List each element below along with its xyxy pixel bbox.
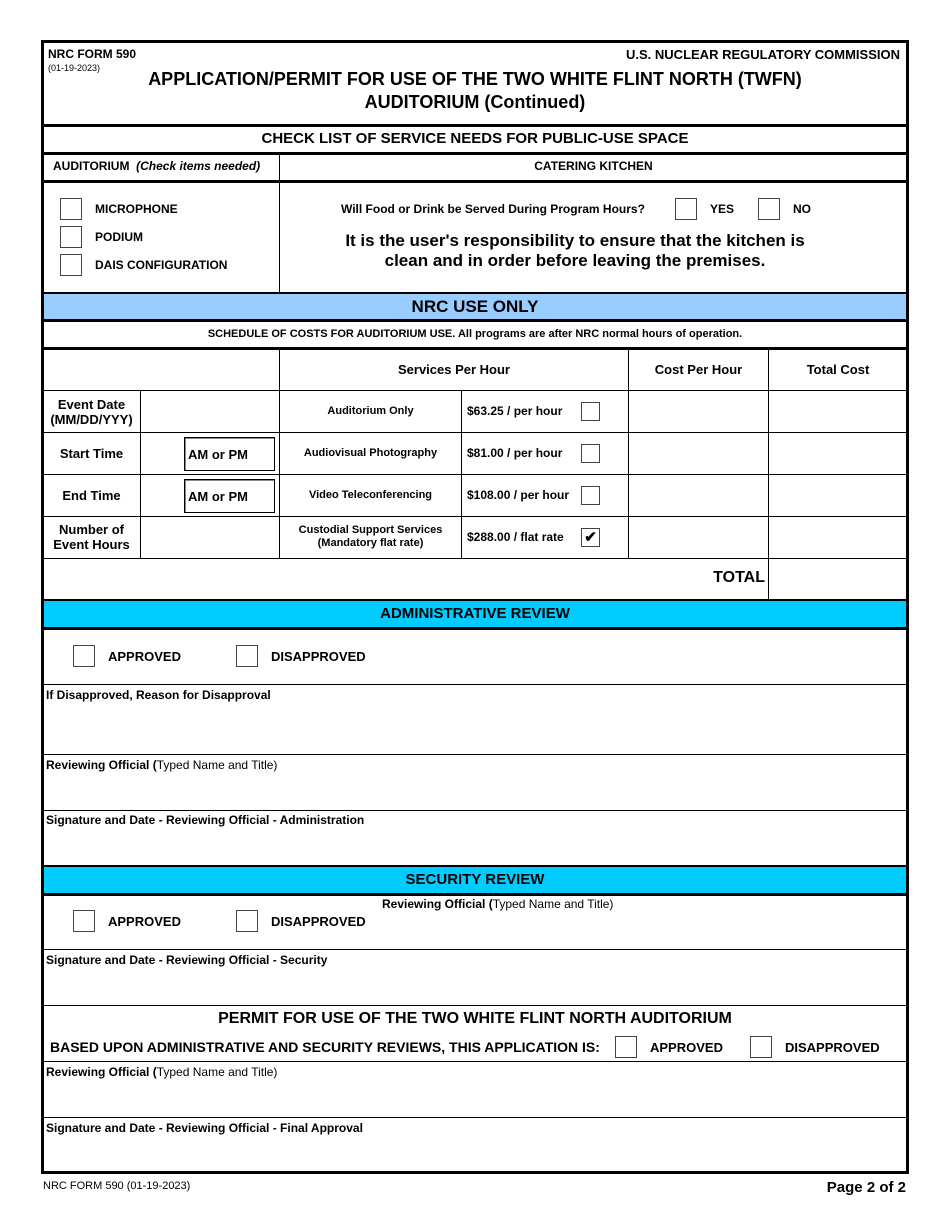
admin-approved-checkbox[interactable] [73, 645, 95, 667]
admin-disapproved-checkbox[interactable] [236, 645, 258, 667]
disapproval-reason-label: If Disapproved, Reason for Disapproval [46, 688, 271, 702]
event-date-field[interactable] [142, 392, 278, 431]
audiovisual-checkbox[interactable] [581, 444, 600, 463]
security-disapproved-checkbox[interactable] [236, 910, 258, 932]
divider [41, 347, 909, 350]
event-hours-field[interactable] [142, 518, 278, 557]
permit-official-field[interactable] [44, 1081, 906, 1115]
podium-checkbox[interactable] [60, 226, 82, 248]
kitchen-note-line2: clean and in order before leaving the premises. [384, 251, 766, 270]
dais-configuration-checkbox[interactable] [60, 254, 82, 276]
table-rule [42, 390, 908, 391]
divider [42, 810, 908, 811]
divider [42, 754, 908, 755]
footer-form-ref: NRC FORM 590 (01-19-2023) [43, 1180, 191, 1192]
form-number: NRC FORM 590 [48, 47, 137, 61]
start-ampm-field[interactable]: AM or PM [184, 437, 275, 471]
nrc-use-title: NRC USE ONLY [411, 297, 539, 316]
page-number: Page 2 of 2 [826, 1179, 906, 1196]
food-no-checkbox[interactable] [758, 198, 780, 220]
table-rule [42, 558, 908, 559]
admin-official-field[interactable] [44, 774, 906, 808]
divider [42, 1005, 908, 1006]
permit-approved-label: APPROVED [650, 1040, 723, 1055]
permit-statement: BASED UPON ADMINISTRATIVE AND SECURITY REVIEWS, THIS APPLICATION IS: [50, 1039, 600, 1055]
total-field[interactable] [770, 560, 906, 599]
divider [41, 893, 909, 896]
divider [41, 152, 909, 155]
security-official-label: Reviewing Official (Typed Name and Title) [382, 897, 614, 911]
total-label: TOTAL [713, 569, 765, 586]
divider [41, 180, 909, 183]
table-rule [768, 347, 769, 600]
permit-title: PERMIT FOR USE OF THE TWO WHITE FLINT NORTH AUDITORIUM [218, 1010, 732, 1027]
final-signature-label: Signature and Date - Reviewing Official - Final Approval [46, 1121, 363, 1135]
divider [42, 1061, 908, 1062]
agency-name: U.S. NUCLEAR REGULATORY COMMISSION [626, 47, 900, 62]
security-approved-label: APPROVED [108, 914, 181, 929]
kitchen-note-line1: It is the user's responsibility to ensure that the kitchen is [345, 231, 805, 250]
food-yes-checkbox[interactable] [675, 198, 697, 220]
table-rule [140, 390, 141, 558]
table-rule [628, 347, 629, 558]
food-no-label: NO [793, 202, 811, 216]
cost-column-header: Cost Per Hour [654, 362, 743, 377]
auditorium-only-checkbox[interactable] [581, 402, 600, 421]
form-date: (01-19-2023) [48, 63, 101, 73]
event-hours-label: Number of Event Hours [53, 522, 130, 552]
security-approved-checkbox[interactable] [73, 910, 95, 932]
disapproval-reason-field[interactable] [44, 704, 906, 752]
admin-approved-label: APPROVED [108, 649, 181, 664]
divider [42, 949, 908, 950]
food-question: Will Food or Drink be Served During Program Hours? [341, 202, 645, 216]
divider [41, 124, 909, 127]
catering-heading: CATERING KITCHEN [534, 159, 653, 173]
rate-auditorium-only: $63.25 / per hour [467, 404, 563, 418]
microphone-label: MICROPHONE [95, 202, 178, 216]
video-teleconferencing-checkbox[interactable] [581, 486, 600, 505]
security-disapproved-label: DISAPPROVED [271, 914, 366, 929]
permit-disapproved-checkbox[interactable] [750, 1036, 772, 1058]
security-signature-label: Signature and Date - Reviewing Official - Security [46, 953, 328, 967]
dais-configuration-label: DAIS CONFIGURATION [95, 258, 228, 272]
event-date-label: Event Date (MM/DD/YYY) [50, 397, 133, 427]
rate-audiovisual: $81.00 / per hour [467, 446, 563, 460]
admin-official-label: Reviewing Official (Typed Name and Title) [46, 758, 278, 772]
admin-signature-field[interactable] [44, 829, 906, 864]
food-yes-label: YES [710, 202, 735, 216]
rate-custodial: $288.00 / flat rate [467, 530, 564, 544]
services-column-header: Services Per Hour [397, 362, 510, 377]
security-review-title: SECURITY REVIEW [405, 871, 545, 888]
admin-disapproved-label: DISAPPROVED [271, 649, 366, 664]
security-signature-field[interactable] [44, 969, 906, 1004]
permit-approved-checkbox[interactable] [615, 1036, 637, 1058]
custodial-checkbox[interactable]: ✔ [581, 528, 600, 547]
start-time-label: Start Time [59, 446, 124, 461]
cost-per-hour-cells[interactable] [630, 392, 767, 557]
end-ampm-field[interactable]: AM or PM [184, 479, 275, 513]
admin-review-title: ADMINISTRATIVE REVIEW [380, 605, 570, 622]
checklist-title: CHECK LIST OF SERVICE NEEDS FOR PUBLIC-USE SPACE [261, 130, 689, 147]
divider [42, 1117, 908, 1118]
total-column-header: Total Cost [806, 362, 870, 377]
total-cost-cells[interactable] [770, 392, 906, 557]
schedule-note: SCHEDULE OF COSTS FOR AUDITORIUM USE. All programs are after NRC normal hours of operation. [207, 328, 743, 340]
service-video-teleconferencing: Video Teleconferencing [308, 489, 433, 501]
divider [41, 319, 909, 322]
microphone-checkbox[interactable] [60, 198, 82, 220]
end-time-label: End Time [62, 488, 121, 503]
final-signature-field[interactable] [44, 1137, 906, 1171]
divider [41, 627, 909, 630]
table-rule [461, 390, 462, 558]
security-official-field[interactable] [382, 914, 902, 948]
start-time-field[interactable] [142, 434, 182, 473]
divider [279, 152, 280, 293]
podium-label: PODIUM [95, 230, 143, 244]
permit-disapproved-label: DISAPPROVED [785, 1040, 880, 1055]
rate-video-teleconferencing: $108.00 / per hour [467, 488, 570, 502]
end-time-field[interactable] [142, 476, 182, 515]
form-title-line1: APPLICATION/PERMIT FOR USE OF THE TWO WHITE FLINT NORTH (TWFN) [148, 69, 802, 89]
service-audiovisual: Audiovisual Photography [303, 447, 438, 459]
service-custodial: Custodial Support Services (Mandatory flat rate) [298, 524, 443, 549]
permit-official-label: Reviewing Official (Typed Name and Title) [46, 1065, 278, 1079]
service-auditorium-only: Auditorium Only [327, 405, 414, 417]
table-rule [279, 347, 280, 558]
divider [42, 684, 908, 685]
form-title-line2: AUDITORIUM (Continued) [364, 92, 586, 112]
auditorium-heading: AUDITORIUM (Check items needed) [53, 159, 261, 173]
admin-signature-label: Signature and Date - Reviewing Official - Administration [46, 813, 365, 827]
